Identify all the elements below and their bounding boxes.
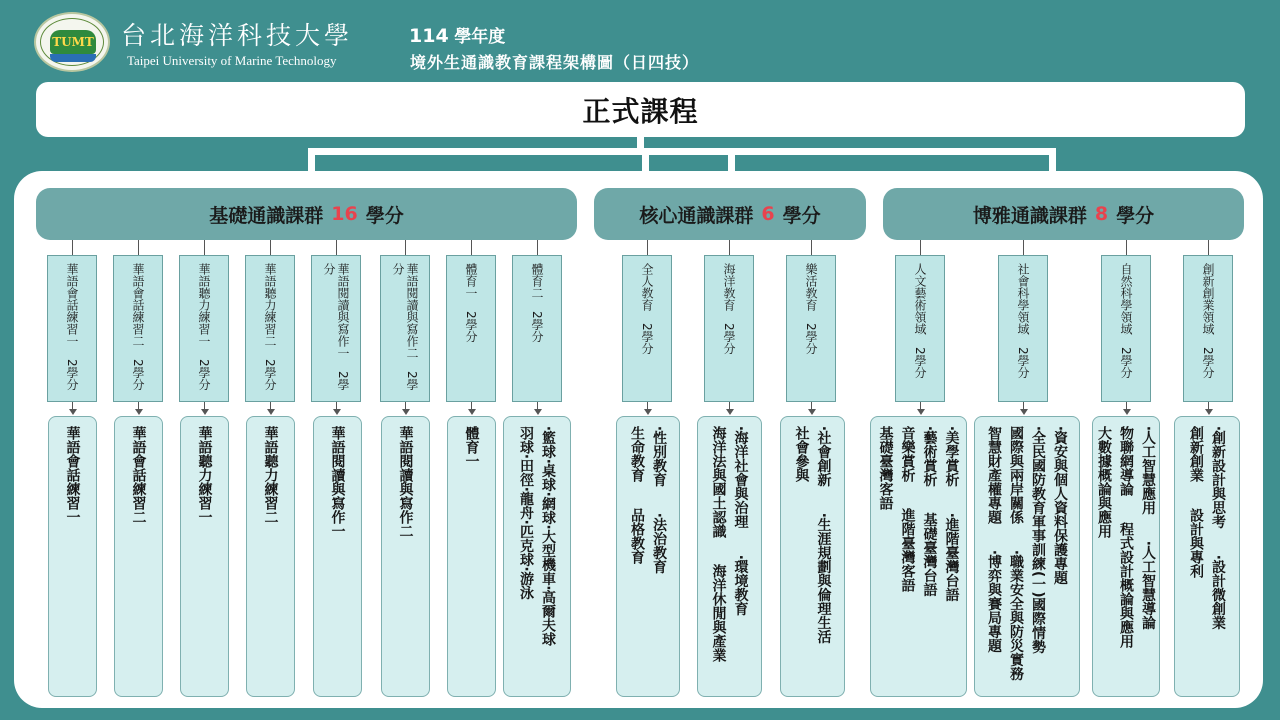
course-name: 人文藝術領域 [913,263,927,335]
course-box [1183,255,1233,402]
detail-column [464,426,480,696]
course-box [311,255,361,402]
detail-column [65,426,81,696]
course-detail-box [1092,416,1160,697]
detail-item: ‧博弈與賽局專題 [986,550,1002,653]
detail-item: ‧人工智慧導論 [1140,540,1156,630]
detail-item: 生命教育 [629,426,645,482]
detail-item: 音樂賞析 [899,426,916,482]
detail-item: 品格教育 [629,508,645,564]
course-connector [471,240,472,255]
group-name: 核心通識課群 [639,204,754,227]
detail-item: 基礎臺灣台語 [921,512,938,597]
course-name: 體育一 [464,263,478,299]
course-name: 體育二 [530,263,544,299]
course-detail-box [313,416,362,697]
detail-column [1188,426,1204,696]
course-credits: 2學分 [530,311,544,343]
group-credits-unit: 學分 [1116,204,1155,227]
course-credits: 2學分 [1016,347,1030,379]
course-credits: 2學分 [464,311,478,343]
course-credits: 2學分 [913,347,927,379]
course-connector [405,240,406,255]
detail-item: ‧法治教育 [651,512,667,574]
detail-item: ‧社會創新 [815,426,832,487]
course-name: 全人教育 [640,263,654,311]
course-box [245,255,295,402]
detail-item: ‧籃球‧桌球‧網球‧大型機車‧高爾夫球 [540,426,556,647]
detail-item: ‧創新設計與思考 [1210,426,1226,529]
detail-item: ‧全民國防教育軍事訓練(一)國際情勢 [1030,426,1046,654]
course-detail-box [381,416,430,697]
course-credits: 2學分 [804,323,818,355]
detail-item: ‧海洋社會與治理 [732,426,749,529]
course-name: 華語聽力練習二 [263,263,277,347]
detail-item: ‧人工智慧應用 [1140,426,1156,515]
detail-item: 體育一 [463,426,480,468]
detail-column [878,426,894,696]
course-detail-box [246,416,295,697]
course-box [512,255,562,402]
course-detail-box [180,416,229,697]
detail-item: ‧生涯規劃與倫理生活 [815,512,832,644]
detail-column [1008,426,1024,696]
group-credits: 16 [331,203,358,225]
down-arrow-icon [534,409,542,415]
course-name: 華語聽力練習一 [197,263,211,347]
down-arrow-icon [468,409,476,415]
course-connector [811,240,812,255]
course-credits: 2學分 [1119,347,1133,379]
detail-item: 國際與兩岸關係 [1008,426,1024,524]
group-credits-unit: 學分 [782,204,821,227]
group-credits: 8 [1094,203,1109,225]
course-connector [537,240,538,255]
down-arrow-icon [1205,409,1213,415]
course-box [895,255,945,402]
detail-item: 華語會話練習一 [64,426,81,524]
down-arrow-icon [69,409,77,415]
detail-column [330,426,346,696]
detail-item: 海洋休閒與產業 [710,564,727,662]
detail-column [944,426,960,696]
course-credits: 2學分 [131,359,145,391]
detail-item: 設計與專利 [1188,508,1204,578]
detail-column [794,426,810,696]
course-name: 華語會話練習二 [131,263,145,347]
group-name: 基礎通識課群 [209,204,324,227]
down-arrow-icon [402,409,410,415]
detail-item: 海洋法與國土認識 [710,426,727,538]
detail-item: 華語閱讀與寫作一 [329,426,346,538]
course-name: 樂活教育 [804,263,818,311]
detail-item: ‧環境教育 [732,554,749,616]
detail-column [900,426,916,696]
detail-item: ‧性別教育 [651,426,667,487]
detail-column [986,426,1002,696]
detail-column [1096,426,1112,696]
school-name-en: Taipei University of Marine Technology [127,53,337,68]
down-arrow-icon [1123,409,1131,415]
down-arrow-icon [644,409,652,415]
course-detail-box [503,416,571,697]
school-logo [34,12,110,72]
course-detail-box [114,416,163,697]
detail-column [263,426,279,696]
group-header-core [594,188,866,240]
connector-bar [308,148,1056,155]
down-arrow-icon [726,409,734,415]
course-box [1101,255,1151,402]
course-connector [204,240,205,255]
course-credits: 2學分 [722,323,736,355]
detail-column [651,426,667,696]
detail-item: ‧美學賞析 [943,426,960,487]
course-box [380,255,430,402]
detail-column [197,426,213,696]
detail-item: 進階臺灣客語 [899,508,916,592]
course-credits: 2學分 [640,323,654,355]
course-detail-box [697,416,762,697]
course-credits: 2學分 [1201,347,1215,379]
detail-item: 智慧財產權專題 [986,426,1002,524]
down-arrow-icon [333,409,341,415]
course-detail-box [780,416,845,697]
course-connector [336,240,337,255]
detail-item: 華語會話練習二 [130,426,147,524]
detail-column [398,426,414,696]
course-credits: 2學分 [197,359,211,391]
detail-item: ‧進階臺灣台語 [943,512,960,602]
year-label: 學年度 [454,27,506,47]
course-detail-box [974,416,1080,697]
course-box [622,255,672,402]
course-box [446,255,496,402]
course-detail-box [616,416,680,697]
course-connector [1208,240,1209,255]
down-arrow-icon [808,409,816,415]
course-box [47,255,97,402]
year-number: 114 [409,25,449,47]
course-box [113,255,163,402]
course-detail-box [447,416,496,697]
course-credits: 2學分 [263,359,277,391]
detail-item: 創新創業 [1188,426,1204,482]
detail-item: ‧設計微創業 [1210,554,1226,630]
course-box [998,255,1048,402]
course-name: 華語閱讀與寫作一 [336,263,350,359]
course-name: 海洋教育 [722,263,736,311]
course-connector [647,240,648,255]
group-header-liberal [883,188,1244,240]
course-credits: 2學分 [391,263,419,391]
course-connector [1126,240,1127,255]
detail-item: 大數據概論與應用 [1096,426,1112,538]
course-name: 華語會話練習一 [65,263,79,347]
course-connector [1023,240,1024,255]
course-connector [920,240,921,255]
detail-item: 華語聽力練習二 [262,426,279,524]
course-credits: 2學分 [65,359,79,391]
detail-column [1210,426,1226,696]
course-detail-box [1174,416,1240,697]
down-arrow-icon [267,409,275,415]
detail-column [1140,426,1156,696]
group-credits: 6 [761,203,775,225]
detail-column [540,426,556,696]
group-credits-unit: 學分 [365,204,404,227]
course-connector [138,240,139,255]
detail-item: 程式設計概論與應用 [1118,522,1134,648]
course-box [704,255,754,402]
detail-item: 羽球‧田徑‧龍舟‧匹克球‧游泳 [518,426,534,600]
course-name: 自然科學領域 [1119,263,1133,335]
main-title: 正式課程 [36,82,1245,137]
course-connector [270,240,271,255]
down-arrow-icon [1020,409,1028,415]
course-connector [72,240,73,255]
detail-item: 物聯網導論 [1118,426,1134,496]
group-name: 博雅通識課群 [972,204,1087,227]
course-name: 華語閱讀與寫作二 [405,263,419,359]
course-connector [729,240,730,255]
down-arrow-icon [917,409,925,415]
group-header-basic [36,188,577,240]
down-arrow-icon [201,409,209,415]
detail-item: 基礎臺灣客語 [877,426,894,510]
down-arrow-icon [135,409,143,415]
school-name-zh: 台北海洋科技大學 [121,21,354,50]
detail-column [1118,426,1134,696]
academic-year [409,22,505,47]
detail-column [131,426,147,696]
course-detail-box [48,416,97,697]
detail-column [1030,426,1046,696]
detail-column [711,426,727,696]
detail-column [518,426,534,696]
detail-item: ‧藝術賞析 [921,426,938,487]
course-box [179,255,229,402]
course-name: 創新創業領域 [1201,263,1215,335]
detail-column [629,426,645,696]
detail-column [922,426,938,696]
detail-item: 華語聽力練習一 [196,426,213,524]
detail-column [816,426,832,696]
detail-item: ‧職業安全與防災實務 [1008,550,1024,681]
course-credits: 2學分 [322,263,350,391]
detail-item: 華語閱讀與寫作二 [397,426,414,538]
course-detail-box [870,416,967,697]
detail-item: 社會參與 [793,426,810,482]
course-name: 社會科學領域 [1016,263,1030,335]
logo-text: TUMT [50,30,96,54]
detail-column [1052,426,1068,696]
detail-column [733,426,749,696]
course-box [786,255,836,402]
detail-item: ‧資安與個人資料保護專題 [1052,426,1068,585]
page-subtitle: 境外生通識教育課程架構圖（日四技） [410,53,700,72]
